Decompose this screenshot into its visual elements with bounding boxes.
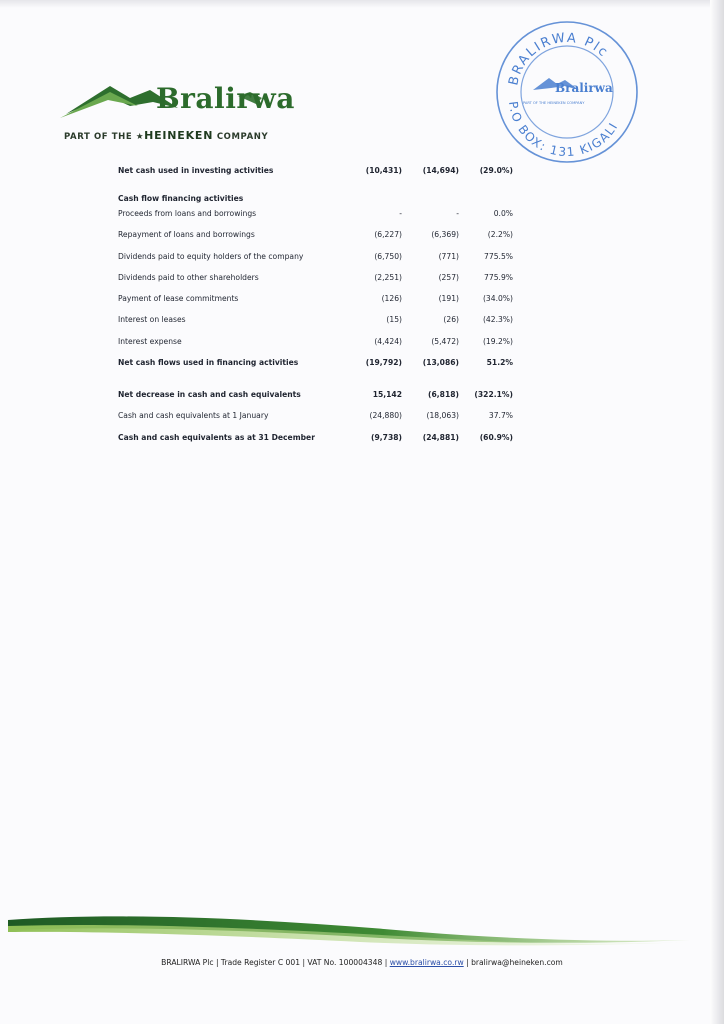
row-value-col3: (60.9%) — [479, 433, 513, 442]
row-label: Net cash flows used in financing activities — [118, 358, 299, 367]
stamp-inner-tag: PART OF THE HEINEKEN COMPANY — [523, 101, 585, 105]
row-label: Payment of lease commitments — [118, 294, 239, 303]
stamp-inner-logo: Bralirwa — [555, 81, 613, 95]
tagline-prefix: PART OF THE — [64, 132, 133, 142]
row-value-col2: (771) — [438, 252, 459, 261]
row-value-col3: (2.2%) — [487, 230, 513, 239]
row-value-col1: (6,750) — [374, 252, 402, 261]
page-edge-shadow — [710, 0, 724, 1024]
row-value-col2: (5,472) — [431, 337, 459, 346]
row-label: Repayment of loans and borrowings — [118, 230, 255, 239]
row-value-col1: (6,227) — [374, 230, 402, 239]
row-value-col1: (15) — [386, 315, 402, 324]
footer-company-info: BRALIRWA Plc | Trade Register C 001 | VAT No. 100004348 | — [161, 958, 388, 967]
star-icon: ★ — [135, 132, 145, 142]
row-label: Cash and cash equivalents at 1 January — [118, 411, 269, 420]
row-value-col1: - — [399, 209, 402, 218]
stamp-bottom-text: P.O BOX: 131 KIGALI — [506, 100, 621, 160]
row-value-col1: (24,880) — [369, 411, 402, 420]
row-value-col1: (10,431) — [365, 166, 402, 175]
row-value-col1: (9,738) — [371, 433, 402, 442]
table-row — [118, 333, 538, 349]
row-value-col1: 15,142 — [372, 390, 402, 399]
row-value-col3: (29.0%) — [479, 166, 513, 175]
table-row — [118, 226, 538, 242]
stamp-top-text: BRALIRWA Plc — [506, 30, 612, 87]
table-row — [118, 311, 538, 327]
row-value-col3: 775.5% — [484, 252, 513, 261]
row-value-col2: (6,369) — [431, 230, 459, 239]
row-value-col2: (24,881) — [422, 433, 459, 442]
row-value-col1: (4,424) — [374, 337, 402, 346]
row-value-col3: 0.0% — [493, 209, 513, 218]
website-link[interactable]: www.bralirwa.co.rw — [389, 958, 464, 967]
row-value-col1: (19,792) — [365, 358, 402, 367]
row-value-col2: (191) — [438, 294, 459, 303]
row-value-col3: 37.7% — [488, 411, 513, 420]
company-stamp — [495, 20, 640, 165]
footer-swoosh — [0, 900, 700, 950]
row-value-col2: (26) — [443, 315, 459, 324]
row-value-col2: - — [456, 209, 459, 218]
table-row — [118, 429, 538, 445]
row-value-col3: 775.9% — [484, 273, 513, 282]
table-row — [118, 162, 538, 178]
table-row — [118, 290, 538, 306]
footer-text — [0, 958, 724, 967]
row-value-col1: (126) — [381, 294, 402, 303]
row-label: Dividends paid to equity holders of the company — [118, 252, 304, 261]
row-value-col2: (14,694) — [422, 166, 459, 175]
row-value-col3: 51.2% — [486, 358, 513, 367]
tagline-brand: HEINEKEN — [144, 129, 214, 142]
table-row — [118, 248, 538, 264]
table-row — [118, 205, 538, 221]
footer-email: | bralirwa@heineken.com — [466, 958, 563, 967]
row-value-col2: (13,086) — [422, 358, 459, 367]
table-row — [118, 407, 538, 423]
row-value-col3: (19.2%) — [482, 337, 513, 346]
row-value-col3: (322.1%) — [474, 390, 513, 399]
tagline-suffix: COMPANY — [216, 132, 269, 142]
bralirwa-logo — [58, 78, 318, 148]
row-value-col1: (2,251) — [374, 273, 402, 282]
row-value-col2: (257) — [438, 273, 459, 282]
row-label: Dividends paid to other shareholders — [118, 273, 259, 282]
page-top-shadow — [0, 0, 724, 8]
row-value-col2: (18,063) — [426, 411, 459, 420]
svg-text:P.O BOX: 131 KIGALI — [506, 101, 621, 160]
row-value-col3: (34.0%) — [482, 294, 513, 303]
row-label: Cash flow financing activities — [118, 194, 244, 203]
row-label: Proceeds from loans and borrowings — [118, 209, 257, 218]
logo-wordmark: Bralirwa — [156, 82, 295, 115]
table-section-heading — [118, 190, 538, 206]
table-row — [118, 354, 538, 370]
row-label: Cash and cash equivalents as at 31 December — [118, 433, 315, 442]
row-value-col3: (42.3%) — [482, 315, 513, 324]
table-row — [118, 386, 538, 402]
logo-tagline — [64, 129, 268, 142]
row-label: Interest expense — [118, 337, 182, 346]
row-label: Interest on leases — [118, 315, 186, 324]
row-label: Net cash used in investing activities — [118, 166, 274, 175]
row-label: Net decrease in cash and cash equivalents — [118, 390, 301, 399]
table-row — [118, 269, 538, 285]
row-value-col2: (6,818) — [428, 390, 459, 399]
